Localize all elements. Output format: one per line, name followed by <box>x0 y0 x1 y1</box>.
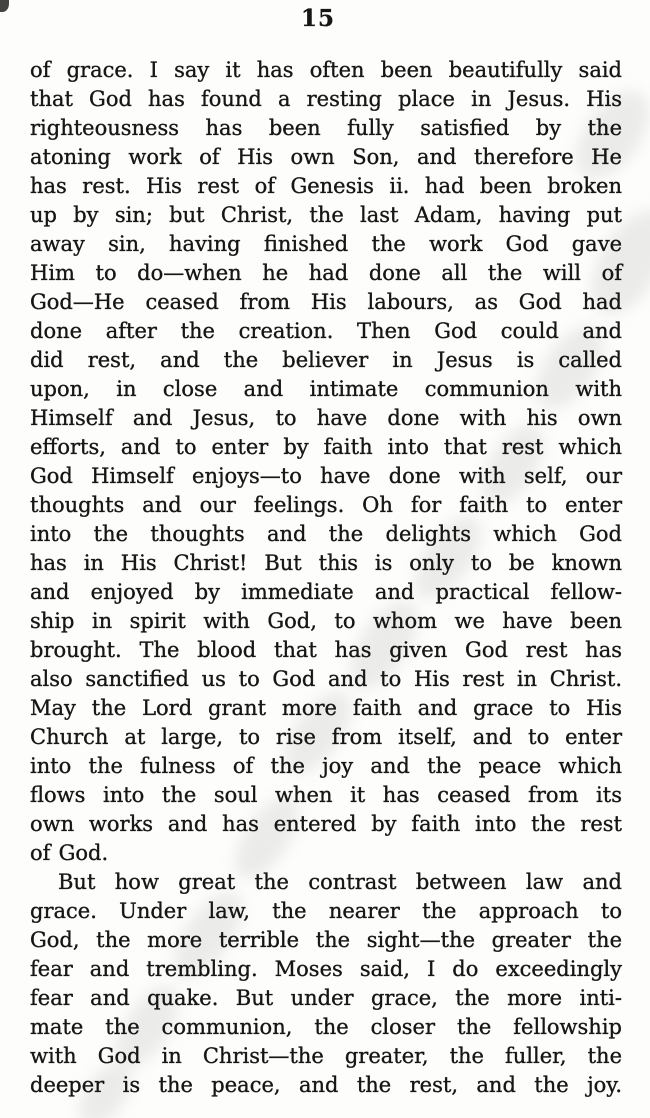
text-line: thoughts and our feelings. Oh for faith to enter <box>30 493 622 517</box>
text-line: fear and trembling. Moses said, I do exceedingly <box>30 957 622 981</box>
text-line: God, the more terrible the sight—the greater the <box>30 928 622 952</box>
paragraph <box>30 56 622 868</box>
text-line: Him to do—when he had done all the will of <box>30 261 622 285</box>
text-line: with God in Christ—the greater, the fuller, the <box>30 1044 622 1068</box>
text-line: up by sin; but Christ, the last Adam, having put <box>30 203 622 227</box>
text-line: deeper is the peace, and the rest, and the joy. <box>30 1073 622 1097</box>
text-line: May the Lord grant more faith and grace to His <box>30 696 622 720</box>
text-line: God Himself enjoys—to have done with self, our <box>30 464 622 488</box>
text-line: ship in spirit with God, to whom we have been <box>30 609 622 633</box>
text-line: Church at large, to rise from itself, and to enter <box>30 725 622 749</box>
text-line: Himself and Jesus, to have done with his own <box>30 406 622 430</box>
text-line: grace. Under law, the nearer the approach to <box>30 899 622 923</box>
text-line: into the fulness of the joy and the peace which <box>30 754 622 778</box>
text-line: mate the communion, the closer the fellowship <box>30 1015 622 1039</box>
text-line: fear and quake. But under grace, the more inti- <box>30 986 622 1010</box>
text-line: efforts, and to enter by faith into that rest which <box>30 435 622 459</box>
text-line: that God has found a resting place in Jesus. His <box>30 87 622 111</box>
text-block <box>30 56 622 1100</box>
text-line: away sin, having finished the work God gave <box>30 232 622 256</box>
text-line: flows into the soul when it has ceased from its <box>30 783 622 807</box>
text-line: of God. <box>30 841 109 865</box>
text-line: did rest, and the believer in Jesus is called <box>30 348 622 372</box>
text-line: righteousness has been fully satisfied by the <box>30 116 622 140</box>
text-line: also sanctified us to God and to His rest in Christ. <box>30 667 622 691</box>
paragraph <box>30 868 622 1100</box>
text-line: has in His Christ! But this is only to be known <box>30 551 622 575</box>
text-line: own works and has entered by faith into the rest <box>30 812 622 836</box>
text-line: done after the creation. Then God could and <box>30 319 622 343</box>
text-line: into the thoughts and the delights which God <box>30 522 622 546</box>
text-line: upon, in close and intimate communion with <box>30 377 622 401</box>
page-number: 15 <box>300 5 335 32</box>
text-line: brought. The blood that has given God rest has <box>30 638 622 662</box>
text-line: has rest. His rest of Genesis ii. had been broken <box>30 174 622 198</box>
text-line: But how great the contrast between law and <box>58 870 622 894</box>
text-line: atoning work of His own Son, and therefore He <box>30 145 622 169</box>
text-line: of grace. I say it has often been beautifully said <box>30 58 622 82</box>
text-line: God—He ceased from His labours, as God had <box>30 290 622 314</box>
text-line: and enjoyed by immediate and practical fellow- <box>30 580 622 604</box>
